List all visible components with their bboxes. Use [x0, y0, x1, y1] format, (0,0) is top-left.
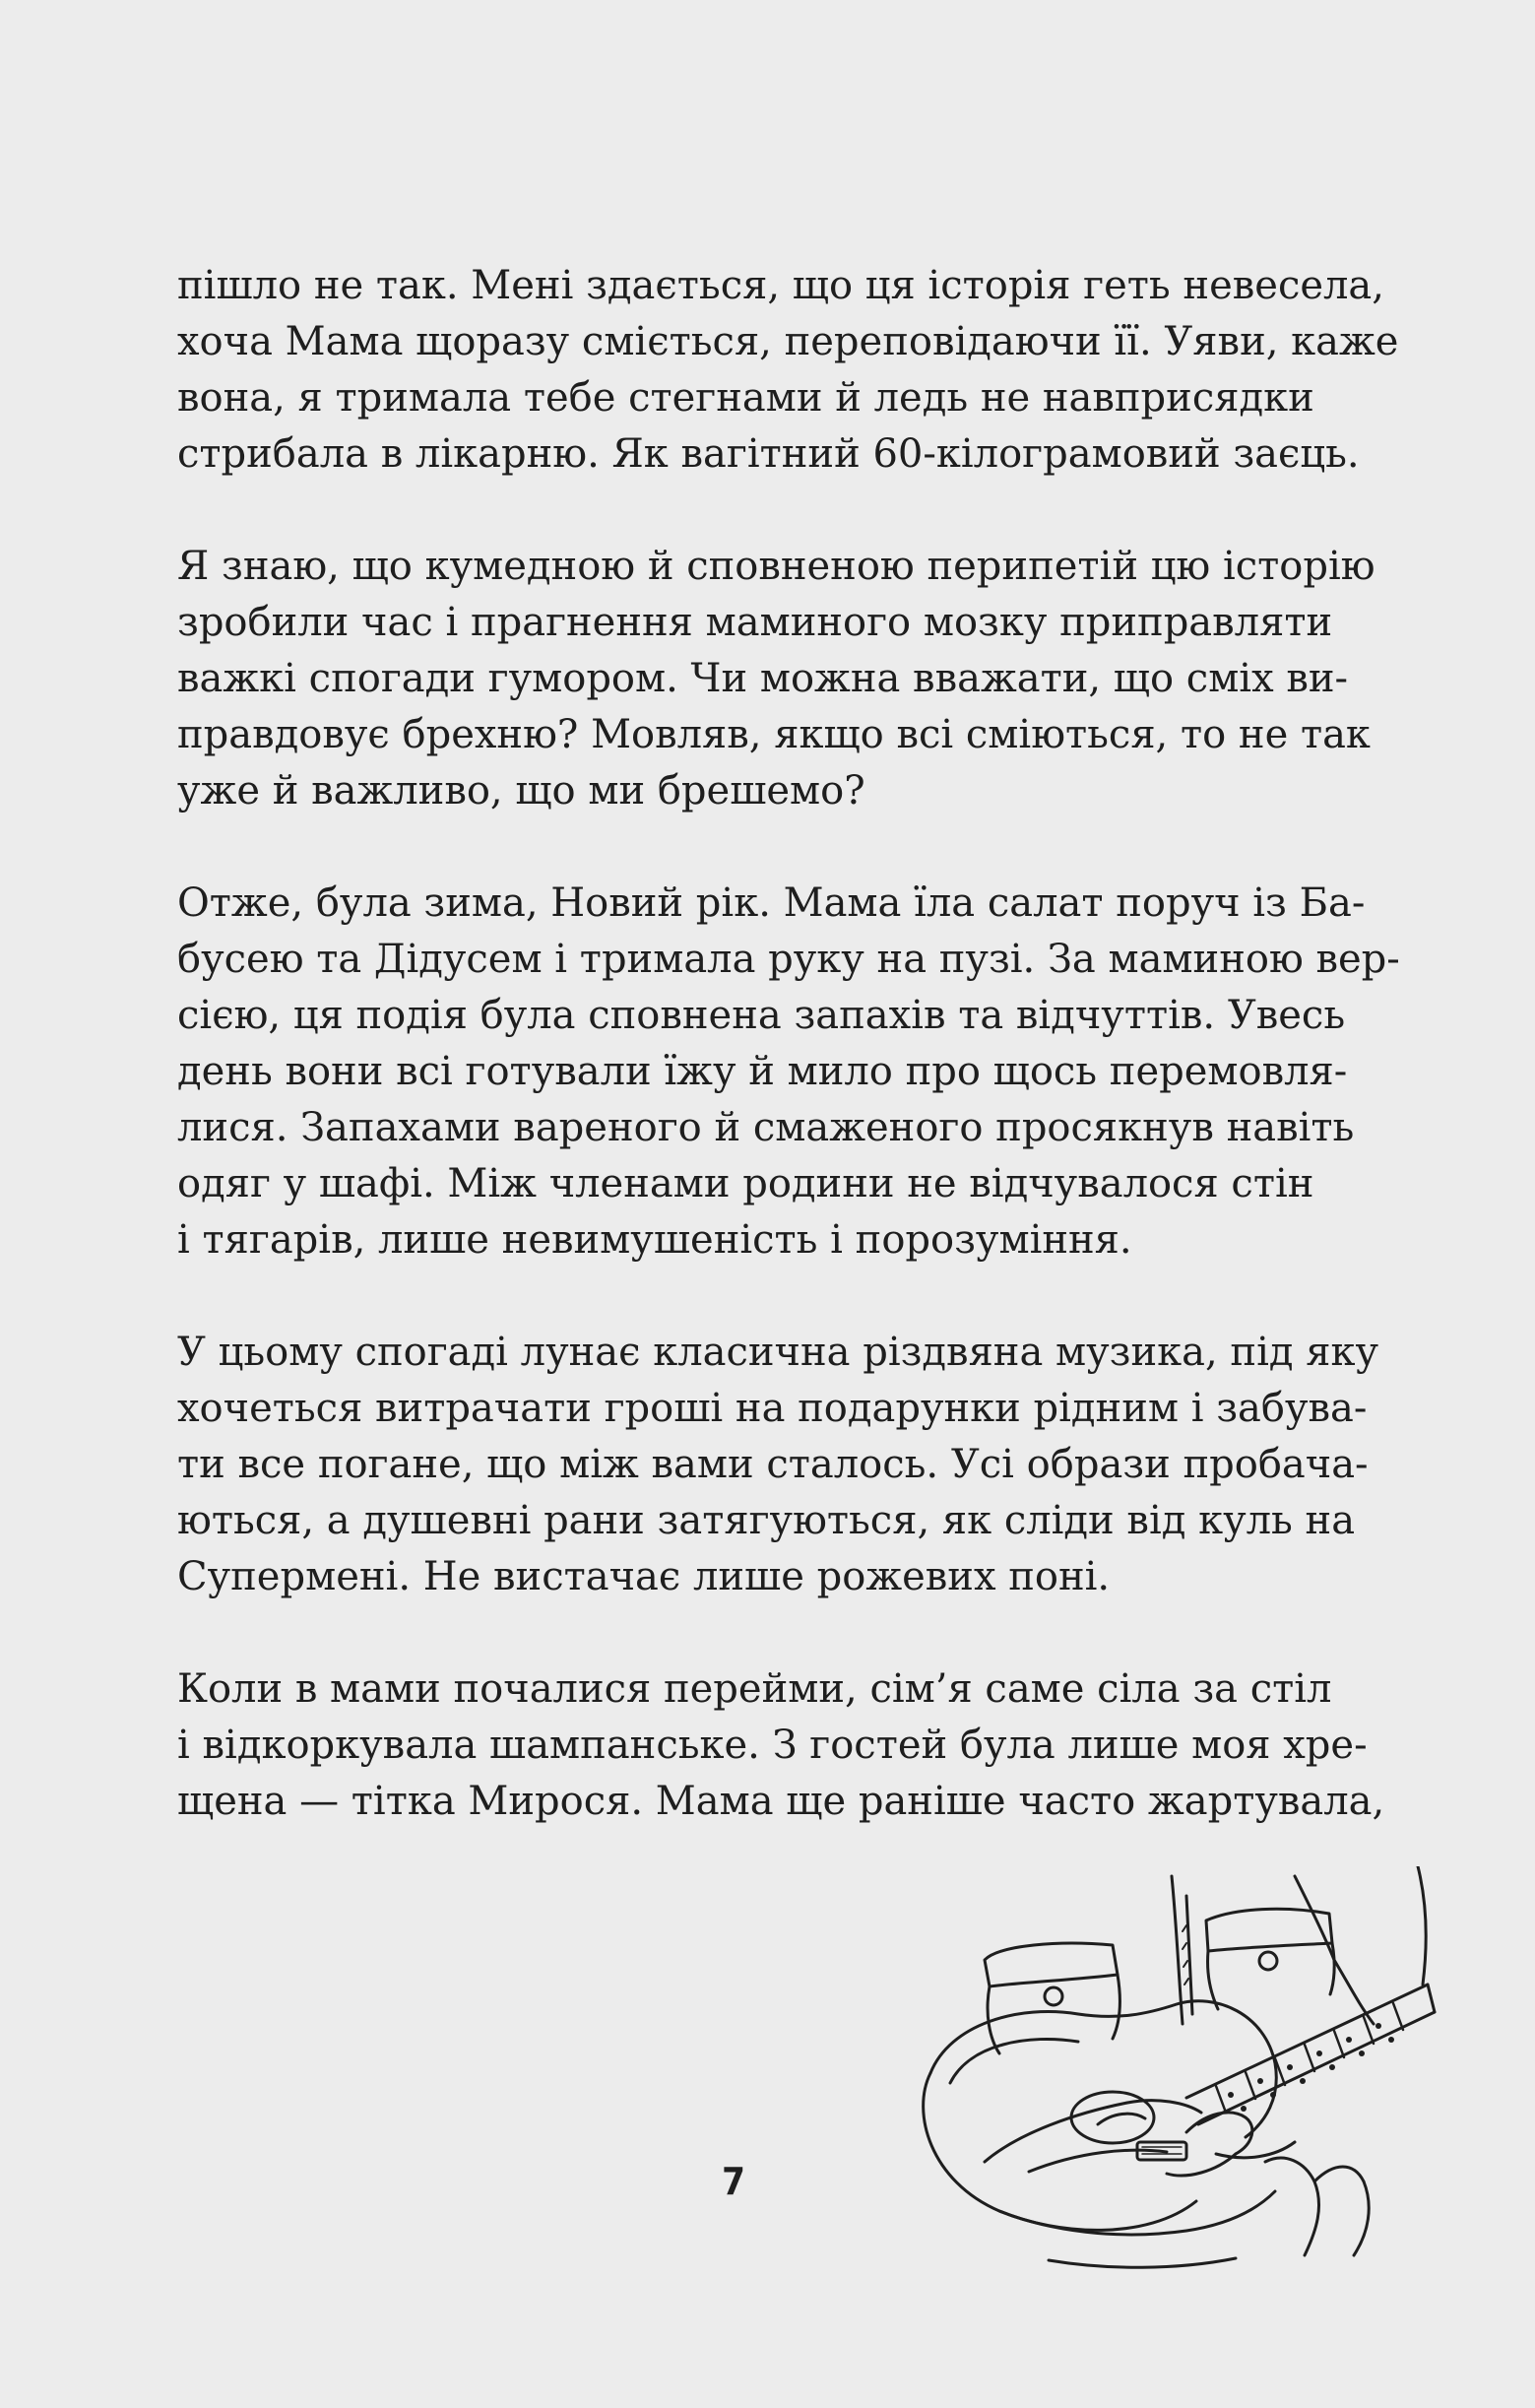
text-line: Коли в мами почалися перейми, сім’я саме сіла за стіл — [177, 1666, 1332, 1712]
text-line: сією, ця подія була сповнена запахів та відчуттів. Увесь — [177, 993, 1346, 1038]
text-line: лися. Запахами вареного й смаженого просякнув навіть — [177, 1105, 1355, 1150]
body-text — [177, 258, 1400, 1886]
paragraph — [177, 539, 1375, 819]
text-line: одяг у шафі. Між членами родини не відчувалося стін — [177, 1161, 1314, 1206]
text-line: день вони всі готували їжу й мило про щось перемовля- — [177, 1049, 1348, 1094]
paragraph — [177, 1325, 1378, 1605]
text-line: Супермені. Не вистачає лише рожевих поні. — [177, 1554, 1111, 1599]
text-line: ються, а душевні рани затягуються, як сліди від куль на — [177, 1498, 1356, 1543]
text-line: і тягарів, лише невимушеність і порозуміння. — [177, 1217, 1132, 1263]
text-line: У цьому спогаді лунає класична різдвяна музика, під яку — [177, 1330, 1378, 1375]
text-line: правдовує брехню? Мовляв, якщо всі сміються, то не так — [177, 712, 1371, 757]
page-number: 7 — [722, 2160, 745, 2203]
text-line: пішло не так. Мені здається, що ця історія геть невесела, — [177, 263, 1384, 308]
text-line: ти все погане, що між вами сталось. Усі образи пробача- — [177, 1442, 1369, 1487]
text-line: стрибала в лікарню. Як вагітний 60-кілограмовий заєць. — [177, 431, 1360, 477]
text-line: зробили час і прагнення маминого мозку приправляти — [177, 600, 1333, 645]
text-line: хоча Мама щоразу сміється, переповідаючи її. Уяви, каже — [177, 319, 1399, 364]
text-line: бусею та Дідусем і тримала руку на пузі. За маминою вер- — [177, 937, 1400, 982]
text-line: щена — тітка Мирося. Мама ще раніше часто жартувала, — [177, 1779, 1385, 1824]
text-line: хочеться витрачати гроші на подарунки рідним і забува- — [177, 1386, 1368, 1431]
text-line: і відкоркувала шампанське. З гостей була лише моя хре- — [177, 1723, 1368, 1768]
text-line: Отже, була зима, Новий рік. Мама їла салат поруч із Ба- — [177, 880, 1366, 926]
text-line: вона, я тримала тебе стегнами й ледь не навприсядки — [177, 375, 1314, 421]
text-line: уже й важливо, що ми брешемо? — [177, 768, 865, 814]
text-line: Я знаю, що кумедною й сповненою перипетій цю історію — [177, 544, 1375, 589]
paragraph — [177, 258, 1399, 483]
text-line: важкі спогади гумором. Чи можна вважати, що сміх ви- — [177, 656, 1349, 701]
paragraph — [177, 1661, 1385, 1830]
guitar-player-illustration-icon — [891, 1866, 1442, 2310]
paragraph — [177, 876, 1400, 1269]
